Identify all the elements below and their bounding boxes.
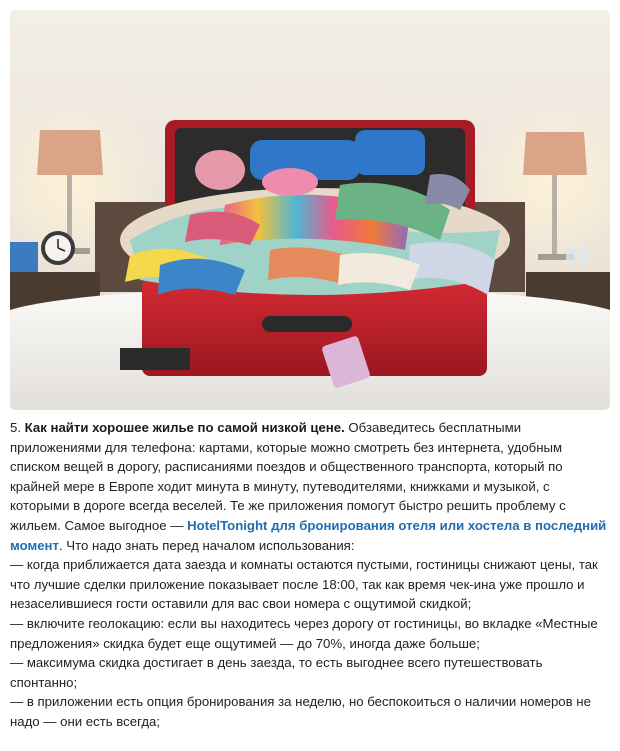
article-text xyxy=(10,418,610,732)
bullet-item: — максимума скидка достигает в день заезда, то есть выгоднее всего путешествовать спонтанно; xyxy=(10,655,543,690)
alarm-clock-icon xyxy=(41,231,75,265)
after-link-text: . Что надо знать перед началом использования: xyxy=(58,537,355,553)
suitcase-photo xyxy=(10,10,610,410)
bullet-item: — в приложении есть опция бронирования за неделю, но беспокоиться о наличии номеров не надо — они есть всегда; xyxy=(10,694,591,729)
hoteltonight-link[interactable]: HotelTonight для бронирования отеля или хостела в последний момент xyxy=(10,517,607,553)
intro-text: Обзаведитесь бесплатными приложениями для телефона: картами, которые можно смотреть без интернета, удобным списком вещей в дорогу, расписаниями поездов и общественного транспорта, который по крайней мере в Европе ходит минута в минуту, путеводителями, книжками и музыкой, с которыми в дороге всегда веселей. Те же приложения помогут быстро решить проблему с жильем. Самое выгодное — xyxy=(10,420,566,533)
bullet-item: — когда приближается дата заезда и комнаты остаются пустыми, гостиницы снижают цены, так что лучшие сделки приложение показывает после 18:00, так как время чек-ина уже прошло и незаселившиеся гости оставили для вас свои номера с ощутимой скидкой; xyxy=(10,557,598,612)
suitcase-illustration xyxy=(10,10,610,410)
item-heading: Как найти хорошее жилье по самой низкой цене. xyxy=(24,420,345,435)
bullet-item: — включите геолокацию: если вы находитесь через дорогу от гостиницы, во вкладке «Местные предложения» скидка будет еще ощутимей — до 70%, иногда даже больше; xyxy=(10,615,598,651)
item-number: 5. xyxy=(10,420,21,435)
article-paragraph xyxy=(10,418,610,555)
